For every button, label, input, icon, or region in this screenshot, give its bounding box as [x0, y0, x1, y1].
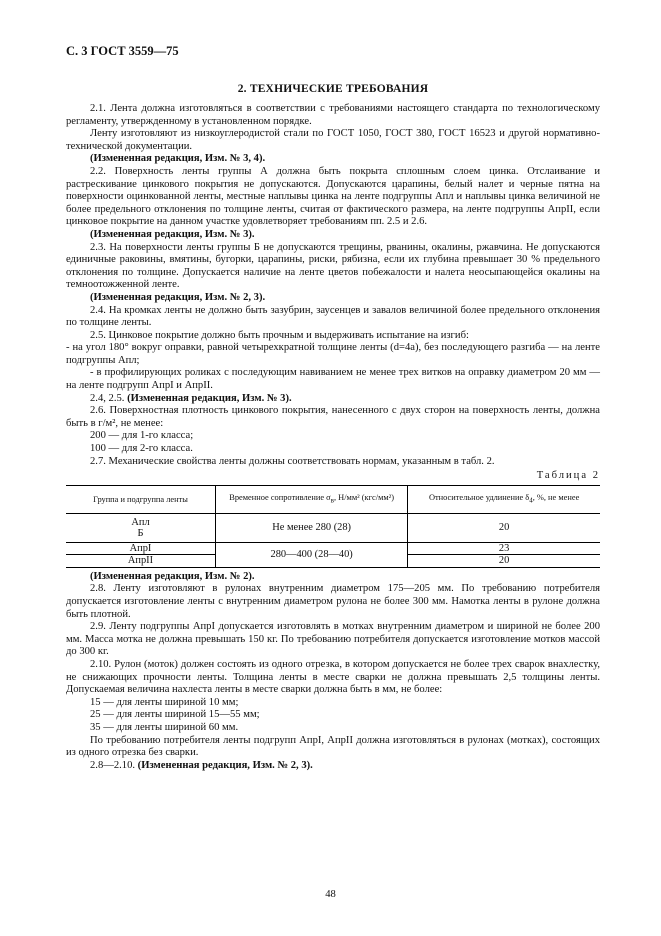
paragraph: 2.1. Лента должна изготовляться в соответствии с требованиями настоящего стандарта по технологическому регламенту, утвержденному в установленном порядке.	[66, 103, 600, 127]
table-row	[66, 513, 600, 542]
paragraph: 2.10. Рулон (моток) должен состоять из одного отрезка, в котором допускается не более трех сварок внахлестку, не снижающих прочности ленты. Толщина ленты в месте сварки не должна превышать 2,5 толщины ленты. Допускаемая величина нахлеста ленты в месте сварки должна быть в мм, не более:	[66, 659, 600, 696]
page-header: С. 3 ГОСТ 3559—75	[66, 44, 179, 58]
paragraphs-before-table	[66, 103, 600, 468]
table-cell-strength: 280—400 (28—40)	[216, 542, 408, 567]
paragraph: 2.8—2.10. (Измененная редакция, Изм. № 2, 3).	[90, 759, 313, 771]
paragraph: Ленту изготовляют из низкоуглеродистой стали по ГОСТ 1050, ГОСТ 380, ГОСТ 16523 и другой нормативно-технической документации.	[66, 128, 600, 152]
paragraph: 2.4, 2.5. (Измененная редакция, Изм. № 3).	[90, 392, 292, 404]
table-row	[66, 542, 600, 555]
table-cell-group: АпрII	[66, 555, 216, 568]
table-header-group: Группа и подгруппа ленты	[66, 486, 216, 514]
paragraph: 2.8. Ленту изготовляют в рулонах внутренним диаметром 175—205 мм. По требованию потребителя допускается изготовление ленты с внутренним диаметром рулона не более 300 мм. Намотка ленты в рулоне должна быть плотной.	[66, 583, 600, 620]
table-cell-group: Апл Б	[66, 513, 216, 542]
table-cell-elongation: 23	[408, 542, 600, 555]
paragraph: 2.2. Поверхность ленты группы А должна быть покрыта сплошным слоем цинка. Отслаивание и растрескивание цинкового покрытия не допускаются. Допускаются царапины, белый налет и черные пятна на поверхности оцинкованной ленты, местные наплывы цинка на ленте подгруппы Апл и наплывы цинка величиной не более предельного отклонения по толщине ленты, считая от фактического размера, на ленте подгруппы АпрII, если цинковое покрытие на данном участке удовлетворяет требованиям пп. 2.5 и 2.6.	[66, 165, 600, 228]
table-header-strength: Временное сопротивление $\sigma_в$, Н/мм² (кгс/мм²)	[216, 486, 408, 514]
paragraph: 15 — для ленты шириной 10 мм;	[90, 696, 239, 708]
table-cell-elongation: 20	[408, 555, 600, 568]
paragraph: 2.4. На кромках ленты не должно быть зазубрин, заусенцев и завалов величиной более предельного отклонения по толщине ленты.	[66, 304, 600, 329]
paragraph: 100 — для 2-го класса.	[90, 443, 193, 455]
table-cell-strength: Не менее 280 (28)	[216, 513, 408, 542]
paragraphs-after-table	[66, 571, 600, 773]
document-page	[66, 44, 600, 772]
paragraph: 200 — для 1-го класса;	[90, 430, 194, 442]
paragraph: (Измененная редакция, Изм. № 3, 4).	[90, 153, 266, 165]
paragraph: 2.3. На поверхности ленты группы Б не допускаются трещины, рванины, окалины, ржавчина. Не допускаются единичные раковины, вмятины, бугорки, царапины, риски, рябизна, если их глубина превышает 30 % предельного отклонения по толщине. Допускается наличие на ленте цветов побежалости и налета неосыпающейся окалины на темноотожженной ленте.	[66, 241, 600, 291]
paragraph: - на угол 180° вокруг оправки, равной четырехкратной толщине ленты (d=4a), без последующего разгиба — на ленте подгруппы Апл;	[66, 342, 600, 366]
table-header-elongation: Относительное удлинение $\delta_4$, %, не менее	[408, 486, 600, 514]
table-cell-group: АпрI	[66, 542, 216, 555]
paragraph: (Измененная редакция, Изм. № 2).	[90, 570, 255, 582]
table-cell-elongation: 20	[408, 513, 600, 542]
paragraph: 2.6. Поверхностная плотность цинкового покрытия, нанесенного с двух сторон на поверхность ленты, должна быть в г/м², не менее:	[66, 405, 600, 429]
paragraph: 2.9. Ленту подгруппы АпрI допускается изготовлять в мотках внутренним диаметром и шириной не более 200 мм. Масса мотка не должна превышать 150 кг. По требованию потребителя допускается изготовление мотков массой до 300 кг.	[66, 621, 600, 658]
paragraph: 35 — для ленты шириной 60 мм.	[90, 722, 239, 734]
paragraph: (Измененная редакция, Изм. № 3).	[90, 228, 255, 240]
paragraph: 2.7. Механические свойства ленты должны соответствовать нормам, указанным в табл. 2.	[90, 455, 495, 467]
table-caption: Таблица 2	[536, 470, 600, 482]
page-number: 48	[325, 889, 336, 900]
paragraph: (Измененная редакция, Изм. № 2, 3).	[90, 291, 266, 303]
paragraph: - в профилирующих роликах с последующим навиванием не менее трех витков на оправку диаметром 20 мм — на ленте подгрупп АпрI и АпрII.	[66, 367, 600, 392]
paragraph: 25 — для ленты шириной 15—55 мм;	[90, 709, 260, 721]
table-2	[66, 485, 600, 568]
paragraph: 2.5. Цинковое покрытие должно быть прочным и выдерживать испытание на изгиб:	[90, 329, 469, 341]
section-title: 2. ТЕХНИЧЕСКИЕ ТРЕБОВАНИЯ	[237, 83, 429, 95]
paragraph: По требованию потребителя ленты подгрупп АпрI, АпрII должна изготовляться в рулонах (мотках), состоящих из одного отрезка без сварки.	[66, 734, 600, 759]
